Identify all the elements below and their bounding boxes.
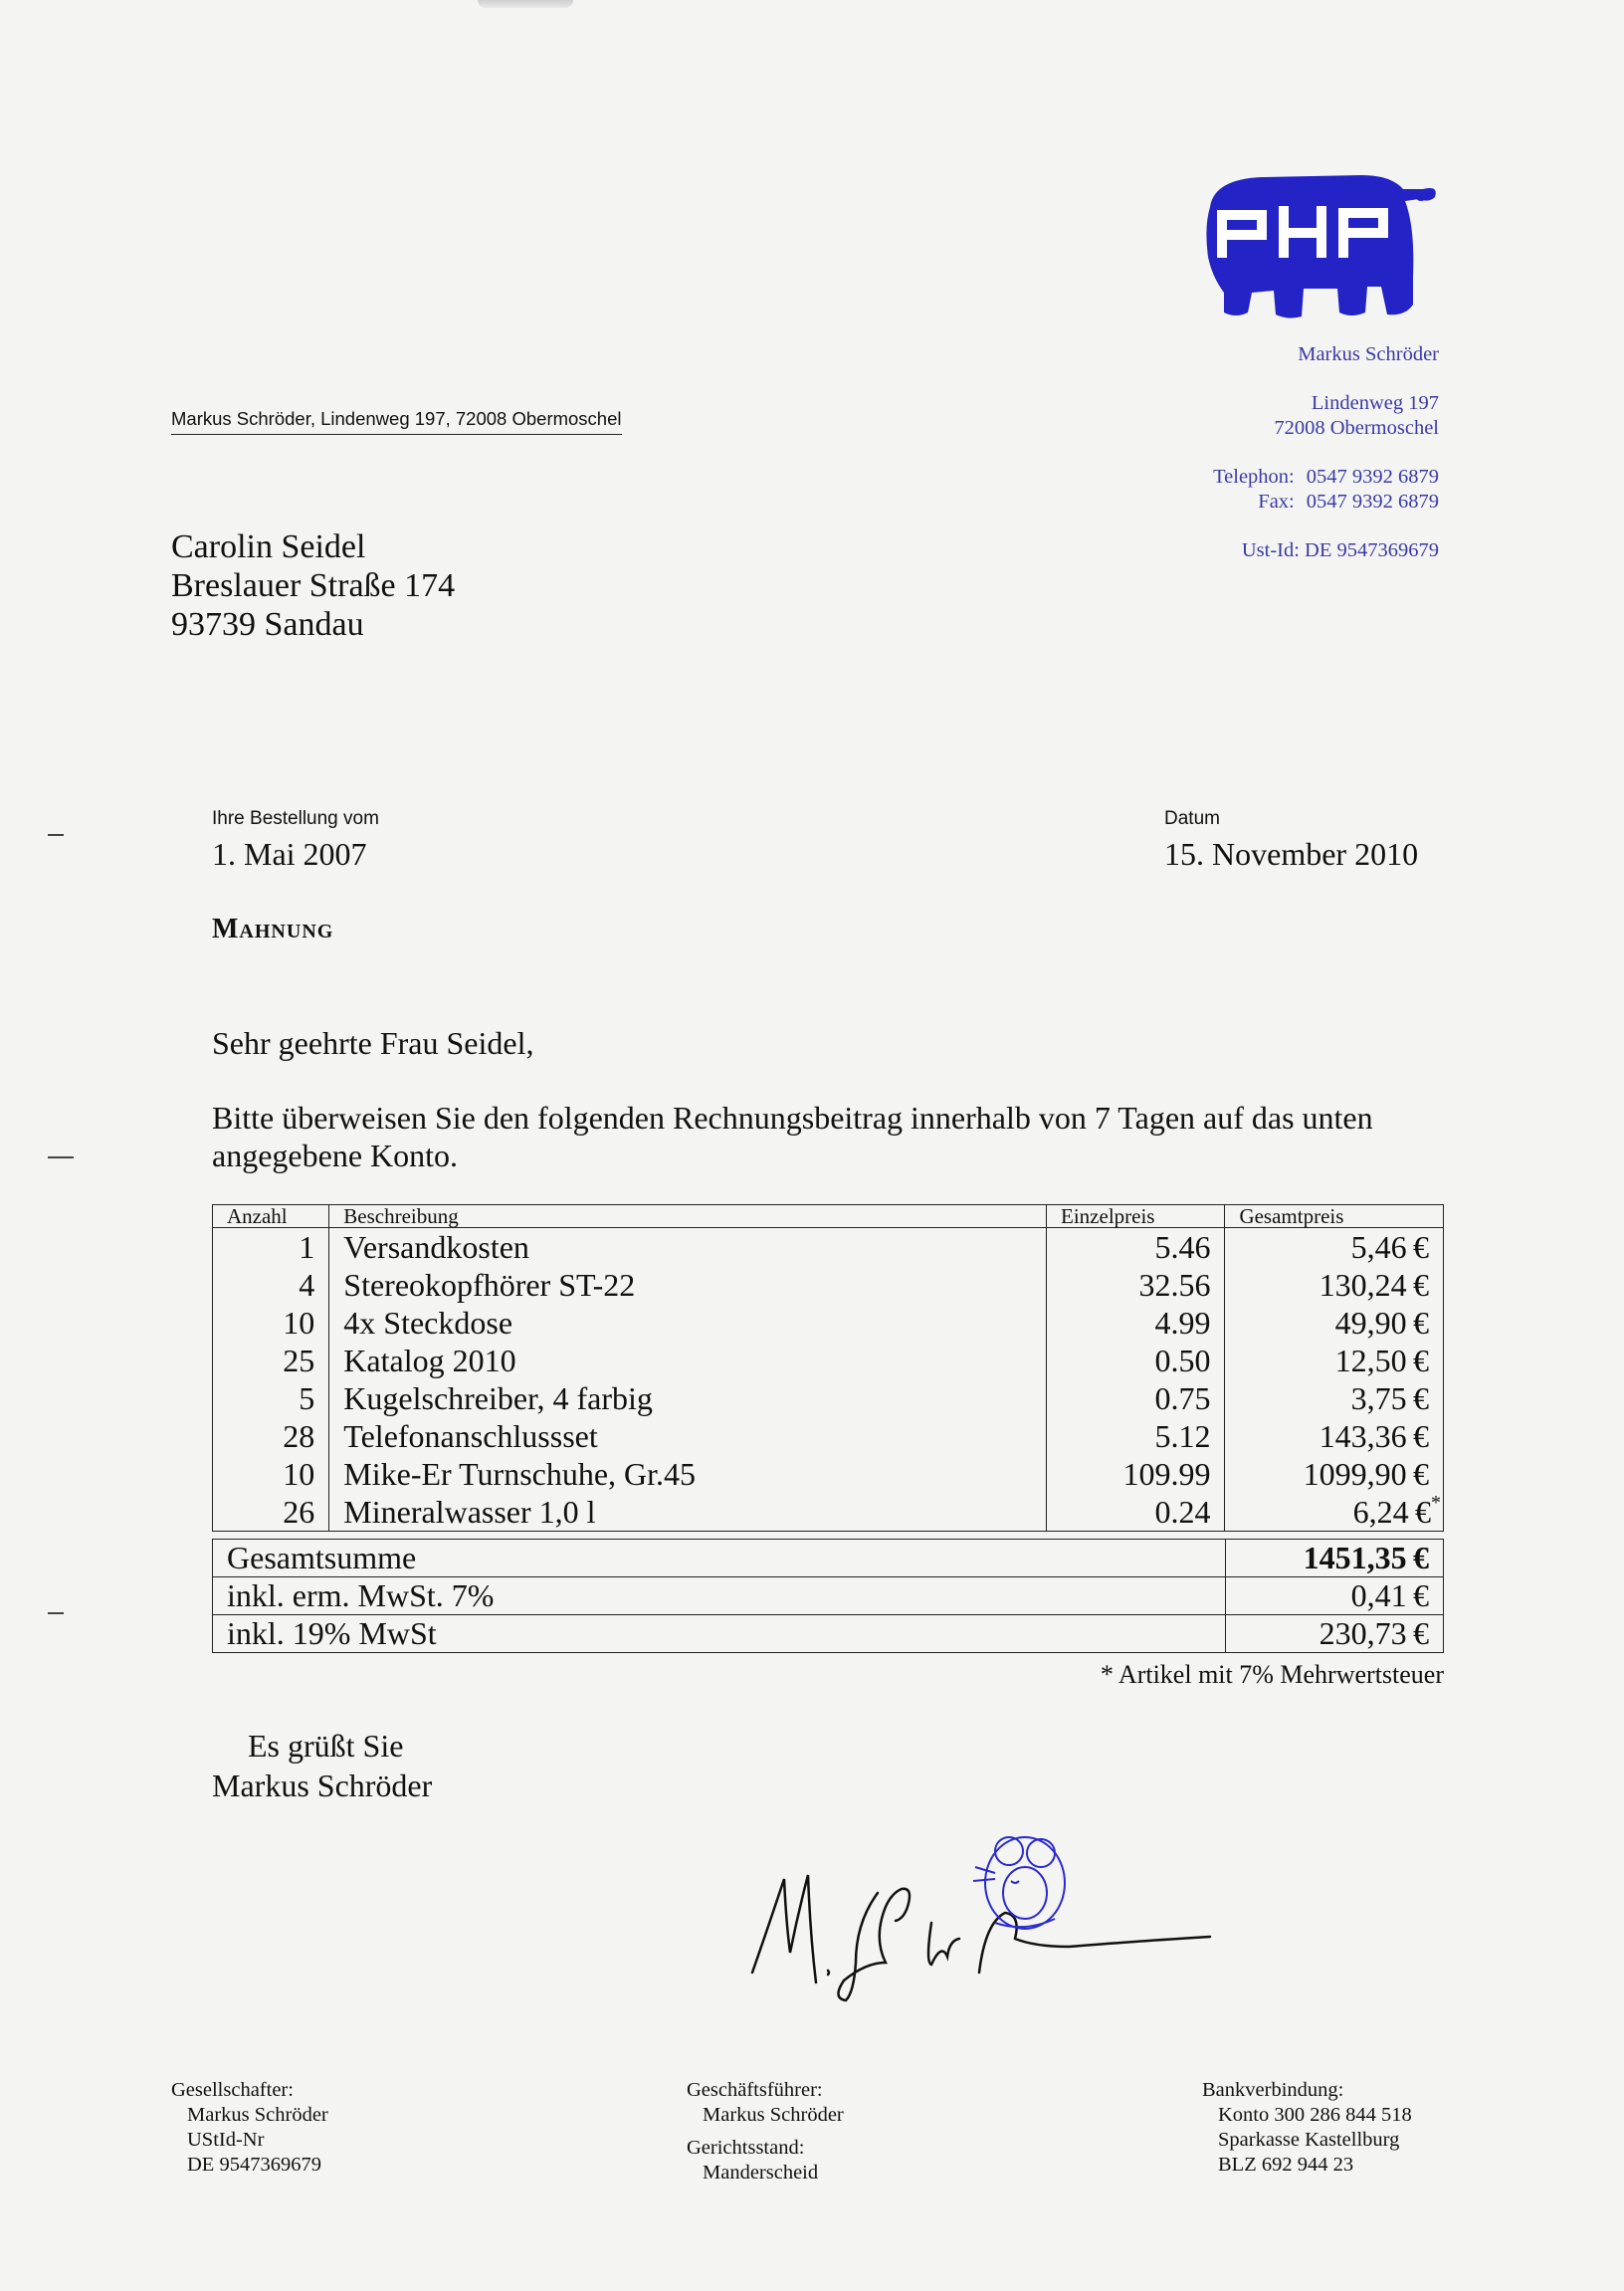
footer-mid-line: Markus Schröder xyxy=(703,2104,844,2126)
cell-qty xyxy=(213,1379,329,1417)
header-einzelpreis: Einzelpreis xyxy=(1047,1205,1225,1228)
footer-mid-title: Geschäftsführer: xyxy=(687,2079,823,2101)
cell-qty xyxy=(213,1455,329,1493)
cell-unit-price xyxy=(1047,1228,1225,1267)
currency-symbol: € xyxy=(1413,1577,1429,1613)
cell-unit-price-text: 109.99 xyxy=(1122,1456,1211,1492)
fax-label: Fax: xyxy=(1258,491,1295,513)
table-row xyxy=(213,1493,1444,1532)
cell-unit-price-text: 5.46 xyxy=(1154,1229,1211,1265)
cell-unit-price-text: 32.56 xyxy=(1138,1267,1211,1303)
cell-description-text: Stereokopfhörer ST-22 xyxy=(343,1267,636,1303)
cell-description xyxy=(329,1228,1047,1267)
php-elephant-logo-icon xyxy=(1192,167,1439,326)
cell-description xyxy=(329,1455,1047,1493)
closing xyxy=(212,1726,432,1805)
telephone-label: Telephon: xyxy=(1213,466,1295,488)
currency-symbol: € xyxy=(1413,1418,1429,1454)
cell-total-price-text: 5,46 xyxy=(1350,1229,1407,1265)
cell-description xyxy=(329,1493,1047,1532)
cell-unit-price-text: 0.50 xyxy=(1154,1343,1211,1378)
sender-name: Markus Schröder xyxy=(1298,343,1439,365)
footer-gesellschafter xyxy=(171,2078,328,2178)
table-row xyxy=(213,1379,1444,1417)
totals-value xyxy=(1226,1577,1444,1615)
cell-description xyxy=(329,1379,1047,1417)
body-text: Bitte überweisen Sie den folgenden Rechnungsbeitrag innerhalb von 7 Tagen auf das unten angegebene Konto. xyxy=(212,1100,1373,1173)
cell-total-price xyxy=(1225,1304,1444,1342)
currency-symbol: € xyxy=(1415,1494,1431,1530)
recipient-city: 93739 Sandau xyxy=(171,606,364,643)
cell-total-price-text: 3,75 xyxy=(1350,1380,1407,1416)
cell-unit-price xyxy=(1047,1455,1225,1493)
cell-qty-text: 26 xyxy=(283,1494,315,1530)
totals-value-text: 230,73 xyxy=(1319,1615,1407,1651)
fax-value: 0547 9392 6879 xyxy=(1306,491,1439,513)
table-header-row xyxy=(213,1205,1444,1228)
totals-value xyxy=(1226,1615,1444,1653)
footer-bankverbindung xyxy=(1202,2078,1412,2178)
cell-description xyxy=(329,1304,1047,1342)
totals-row xyxy=(213,1540,1444,1577)
recipient-street: Breslauer Straße 174 xyxy=(171,567,456,604)
cell-qty xyxy=(213,1493,329,1532)
cell-qty-text: 4 xyxy=(299,1267,315,1303)
cell-qty-text: 1 xyxy=(299,1229,315,1265)
telephone-value: 0547 9392 6879 xyxy=(1306,466,1439,488)
cell-qty xyxy=(213,1342,329,1379)
cell-total-price-text: 130,24 xyxy=(1319,1267,1407,1303)
totals-label: inkl. 19% MwSt xyxy=(213,1615,1226,1653)
fold-mark xyxy=(48,834,64,836)
totals-value-text: 0,41 xyxy=(1350,1577,1407,1613)
currency-symbol: € xyxy=(1413,1343,1429,1378)
cell-total-price-text: 1099,90 xyxy=(1303,1456,1407,1492)
sender-contact-block xyxy=(1185,342,1439,563)
cell-unit-price xyxy=(1047,1342,1225,1379)
currency-symbol: € xyxy=(1413,1380,1429,1416)
cell-description xyxy=(329,1342,1047,1379)
cell-total-price xyxy=(1225,1342,1444,1379)
currency-symbol: € xyxy=(1413,1229,1429,1265)
totals-table xyxy=(212,1539,1444,1653)
header-beschreibung: Beschreibung xyxy=(329,1205,1047,1228)
currency-symbol: € xyxy=(1413,1456,1429,1492)
header-anzahl: Anzahl xyxy=(213,1205,329,1228)
footer-geschaeftsfuehrer xyxy=(687,2078,844,2186)
cell-unit-price xyxy=(1047,1493,1225,1532)
footer-right-line: Konto 300 286 844 518 xyxy=(1218,2104,1412,2126)
cell-total-price-text: 143,36 xyxy=(1319,1418,1407,1454)
footer-mid-line2: Manderscheid xyxy=(703,2162,819,2184)
cell-unit-price xyxy=(1047,1266,1225,1304)
cell-total-price-text: 49,90 xyxy=(1334,1305,1407,1341)
totals-value-text: 1451,35 xyxy=(1303,1540,1407,1575)
footer-mid-title2: Gerichtsstand: xyxy=(687,2137,805,2159)
closing-name: Markus Schröder xyxy=(212,1768,433,1803)
table-row xyxy=(213,1304,1444,1342)
currency-symbol: € xyxy=(1413,1615,1429,1651)
telephone-row xyxy=(1185,465,1439,490)
cell-unit-price-text: 4.99 xyxy=(1154,1305,1211,1341)
items-table xyxy=(212,1204,1444,1532)
table-row xyxy=(213,1342,1444,1379)
cell-total-price xyxy=(1225,1228,1444,1267)
cell-description-text: Mineralwasser 1,0 l xyxy=(343,1494,596,1530)
document-title: Mahnung xyxy=(212,914,334,944)
recipient-address xyxy=(171,527,455,644)
cell-qty xyxy=(213,1228,329,1267)
paper-clip-mark xyxy=(478,0,573,8)
footer-right-title: Bankverbindung: xyxy=(1202,2079,1344,2101)
datum-value: 15. November 2010 xyxy=(1164,836,1419,872)
cell-description-text: Mike-Er Turnschuhe, Gr.45 xyxy=(343,1456,697,1492)
cell-unit-price xyxy=(1047,1379,1225,1417)
cell-unit-price-text: 5.12 xyxy=(1154,1418,1211,1454)
cell-total-price xyxy=(1225,1379,1444,1417)
cell-description-text: 4x Steckdose xyxy=(343,1305,513,1341)
ust-id: Ust-Id: DE 9547369679 xyxy=(1241,539,1439,561)
cell-qty xyxy=(213,1417,329,1455)
cell-description-text: Telefonanschlussset xyxy=(343,1418,598,1454)
cell-total-price-text: 12,50 xyxy=(1334,1343,1407,1378)
order-date-label: Ihre Bestellung vom xyxy=(212,808,379,829)
closing-greeting: Es grüßt Sie xyxy=(248,1728,404,1764)
recipient-name: Carolin Seidel xyxy=(171,528,366,565)
order-date: 1. Mai 2007 xyxy=(212,836,367,872)
table-row xyxy=(213,1417,1444,1455)
cell-qty xyxy=(213,1266,329,1304)
cell-total-price xyxy=(1225,1417,1444,1455)
handwritten-signature-icon xyxy=(736,1823,1224,2012)
fax-row xyxy=(1185,490,1439,515)
cell-qty-text: 5 xyxy=(299,1380,315,1416)
cell-qty xyxy=(213,1304,329,1342)
footer-left-line: UStId-Nr xyxy=(187,2129,265,2151)
cell-description xyxy=(329,1266,1047,1304)
table-row xyxy=(213,1455,1444,1493)
totals-label: Gesamtsumme xyxy=(213,1540,1226,1577)
cell-description xyxy=(329,1417,1047,1455)
footnote: * Artikel mit 7% Mehrwertsteuer xyxy=(1100,1660,1444,1689)
totals-row xyxy=(213,1577,1444,1615)
totals-label: inkl. erm. MwSt. 7% xyxy=(213,1577,1226,1615)
totals-value xyxy=(1226,1540,1444,1577)
footnote-mark: * xyxy=(1431,1492,1441,1514)
currency-symbol: € xyxy=(1413,1305,1429,1341)
sender-city: 72008 Obermoschel xyxy=(1274,417,1439,439)
cell-qty-text: 28 xyxy=(283,1418,315,1454)
fold-mark xyxy=(48,1612,64,1614)
cell-total-price xyxy=(1225,1455,1444,1493)
cell-total-price xyxy=(1225,1493,1444,1532)
currency-symbol: € xyxy=(1413,1267,1429,1303)
cell-qty-text: 25 xyxy=(283,1343,315,1378)
fold-mark xyxy=(48,1156,74,1158)
cell-unit-price-text: 0.75 xyxy=(1154,1380,1211,1416)
salutation: Sehr geehrte Frau Seidel, xyxy=(212,1025,534,1061)
cell-description-text: Katalog 2010 xyxy=(343,1343,516,1378)
footer-right-line: BLZ 692 944 23 xyxy=(1218,2154,1354,2176)
table-row xyxy=(213,1266,1444,1304)
cell-description-text: Versandkosten xyxy=(343,1229,529,1265)
datum-label: Datum xyxy=(1164,808,1220,829)
cell-unit-price-text: 0.24 xyxy=(1154,1494,1211,1530)
cell-description-text: Kugelschreiber, 4 farbig xyxy=(343,1380,653,1416)
cell-unit-price xyxy=(1047,1417,1225,1455)
totals-row xyxy=(213,1615,1444,1653)
currency-symbol: € xyxy=(1413,1540,1429,1575)
footer-right-line: Sparkasse Kastellburg xyxy=(1218,2129,1400,2151)
cell-qty-text: 10 xyxy=(283,1456,315,1492)
cell-qty-text: 10 xyxy=(283,1305,315,1341)
sender-street: Lindenweg 197 xyxy=(1311,392,1439,414)
footer-left-line: DE 9547369679 xyxy=(187,2154,321,2176)
cell-unit-price xyxy=(1047,1304,1225,1342)
cell-total-price xyxy=(1225,1266,1444,1304)
cell-total-price-text: 6,24 xyxy=(1352,1494,1409,1530)
header-gesamtpreis: Gesamtpreis xyxy=(1225,1205,1444,1228)
footer-left-line: Markus Schröder xyxy=(187,2104,328,2126)
sender-return-address: Markus Schröder, Lindenweg 197, 72008 Obermoschel xyxy=(171,408,622,435)
table-row xyxy=(213,1228,1444,1267)
footer-left-title: Gesellschafter: xyxy=(171,2079,294,2101)
